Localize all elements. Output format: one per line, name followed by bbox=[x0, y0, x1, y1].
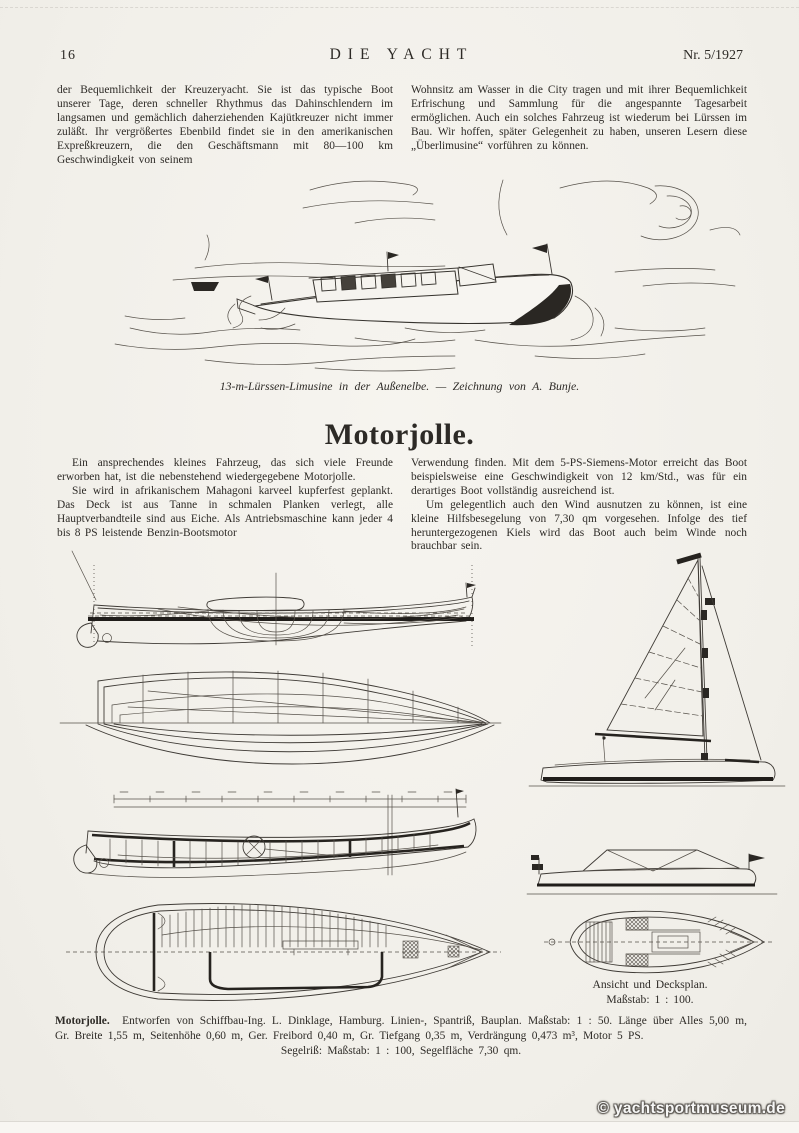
figure-caption-lead: Motorjolle. bbox=[55, 1015, 110, 1027]
deckplan-small-drawing bbox=[540, 902, 775, 982]
intro-text-columns bbox=[57, 84, 747, 167]
intro-left-paragraph: der Bequemlichkeit der Kreuzeryacht. Sie ist das typische Boot unserer Tage, deren schneller Rhythmus das Dahinschlendern im langsamen und gemächlich daherziehenden Kajütkreuzer nicht immer zuläßt. Ihr vergrößertes Ebenbild findet sie in den amerikanischen Expreßkreuzern, die den Geschäftsmann mit 80—100 km Geschwindigkeit von seinem bbox=[57, 84, 393, 166]
motor-yacht-sketch-drawing bbox=[55, 168, 745, 374]
figure-caption-main bbox=[55, 1014, 747, 1044]
intro-left-column bbox=[57, 84, 393, 167]
sailplan-drawing bbox=[525, 548, 790, 793]
figure-caption-text: Entworfen von Schiffbau-Ing. L. Dinklage, Hamburg. Linien-, Spantriß, Bauplan. Maßstab: 1 : 50. Länge über Alles 5,00 m, Gr. Breite 1,55 m, Seitenhöhe 0,60 m, Ger. Freibord 0,40 m, Gr. Tiefgang 0,35 m, Verdrängung 0,473 m³, Motor 5 PS. bbox=[55, 1015, 747, 1043]
page-bottom-strip bbox=[0, 1122, 799, 1133]
intro-right-paragraph: Wohnsitz am Wasser in die City tragen und mit ihrer Bequemlichkeit Erfrischung und Sammlung für die angespannte Tagesarbeit ermöglichen. Auch ein solches Fahrzeug ist wiederum bei Lürssen im Bau. Wir hoffen, später Gelegenheit zu haben, unseren Lesern diese „Überlimusine“ vorführen zu können. bbox=[411, 84, 747, 152]
article-paragraph: Ein ansprechendes kleines Fahrzeug, das sich viele Freunde erworben hat, ist die nebenstehend wiedergegebene Motorjolle. bbox=[57, 457, 393, 483]
page-header bbox=[60, 46, 743, 66]
journal-title: DIE YACHT bbox=[329, 46, 474, 63]
figure-caption bbox=[55, 1014, 747, 1059]
article-paragraph: Verwendung finden. Mit dem 5-PS-Siemens-Motor erreicht das Boot beispielsweise eine Geschwindigkeit von 12 km/Std., was für ein derartiges Boot vollständig ausreichend ist. bbox=[411, 457, 747, 497]
side-view-drawing bbox=[525, 838, 780, 900]
halfbreadth-plan-drawing bbox=[58, 661, 503, 786]
article-text-columns bbox=[57, 457, 747, 554]
article-left-column bbox=[57, 457, 393, 554]
article-right-column bbox=[411, 457, 747, 554]
construction-profile-drawing bbox=[58, 783, 503, 898]
issue-number: Nr. 5/1927 bbox=[683, 48, 743, 63]
plans-caption-line2: Maßstab: 1 : 100. bbox=[606, 993, 694, 1007]
figure-caption-scale-line: Segelriß: Maßstab: 1 : 100, Segelfläche 7,30 qm. bbox=[280, 1045, 522, 1058]
page-number: 16 bbox=[60, 48, 76, 63]
intro-right-column bbox=[411, 84, 747, 167]
watermark: © yachtsportmuseum.de bbox=[597, 1100, 785, 1117]
article-paragraph: Um gelegentlich auch den Wind ausnutzen zu können, ist eine kleine Hilfsbesegelung von 7,30 qm vorgesehen. Infolge des tief heruntergezogenen Kiels wird das Boot auch beim Winde noch brauchbar sein. bbox=[411, 498, 747, 553]
sketch-caption: 13-m-Lürssen-Limusine in der Außenelbe. — Zeichnung von A. Bunje. bbox=[219, 379, 580, 393]
lines-plan-drawing bbox=[58, 545, 503, 663]
plans-caption-line1: Ansicht und Decksplan. bbox=[592, 978, 708, 991]
page-top-edge bbox=[0, 7, 799, 8]
article-paragraph: Sie wird in afrikanischem Mahagoni karveel kupferfest geplankt. Das Deck ist aus Tanne in schmalen Planken verlegt, alle Hauptverbandteile sind aus Eiche. Als Antriebsmaschine kann jeder 4 bis 8 PS leistende Benzin-Bootsmotor bbox=[57, 484, 393, 539]
construction-deckplan-drawing bbox=[58, 891, 503, 1013]
article-heading: Motorjolle. bbox=[324, 418, 475, 451]
plans-caption bbox=[528, 977, 772, 1007]
